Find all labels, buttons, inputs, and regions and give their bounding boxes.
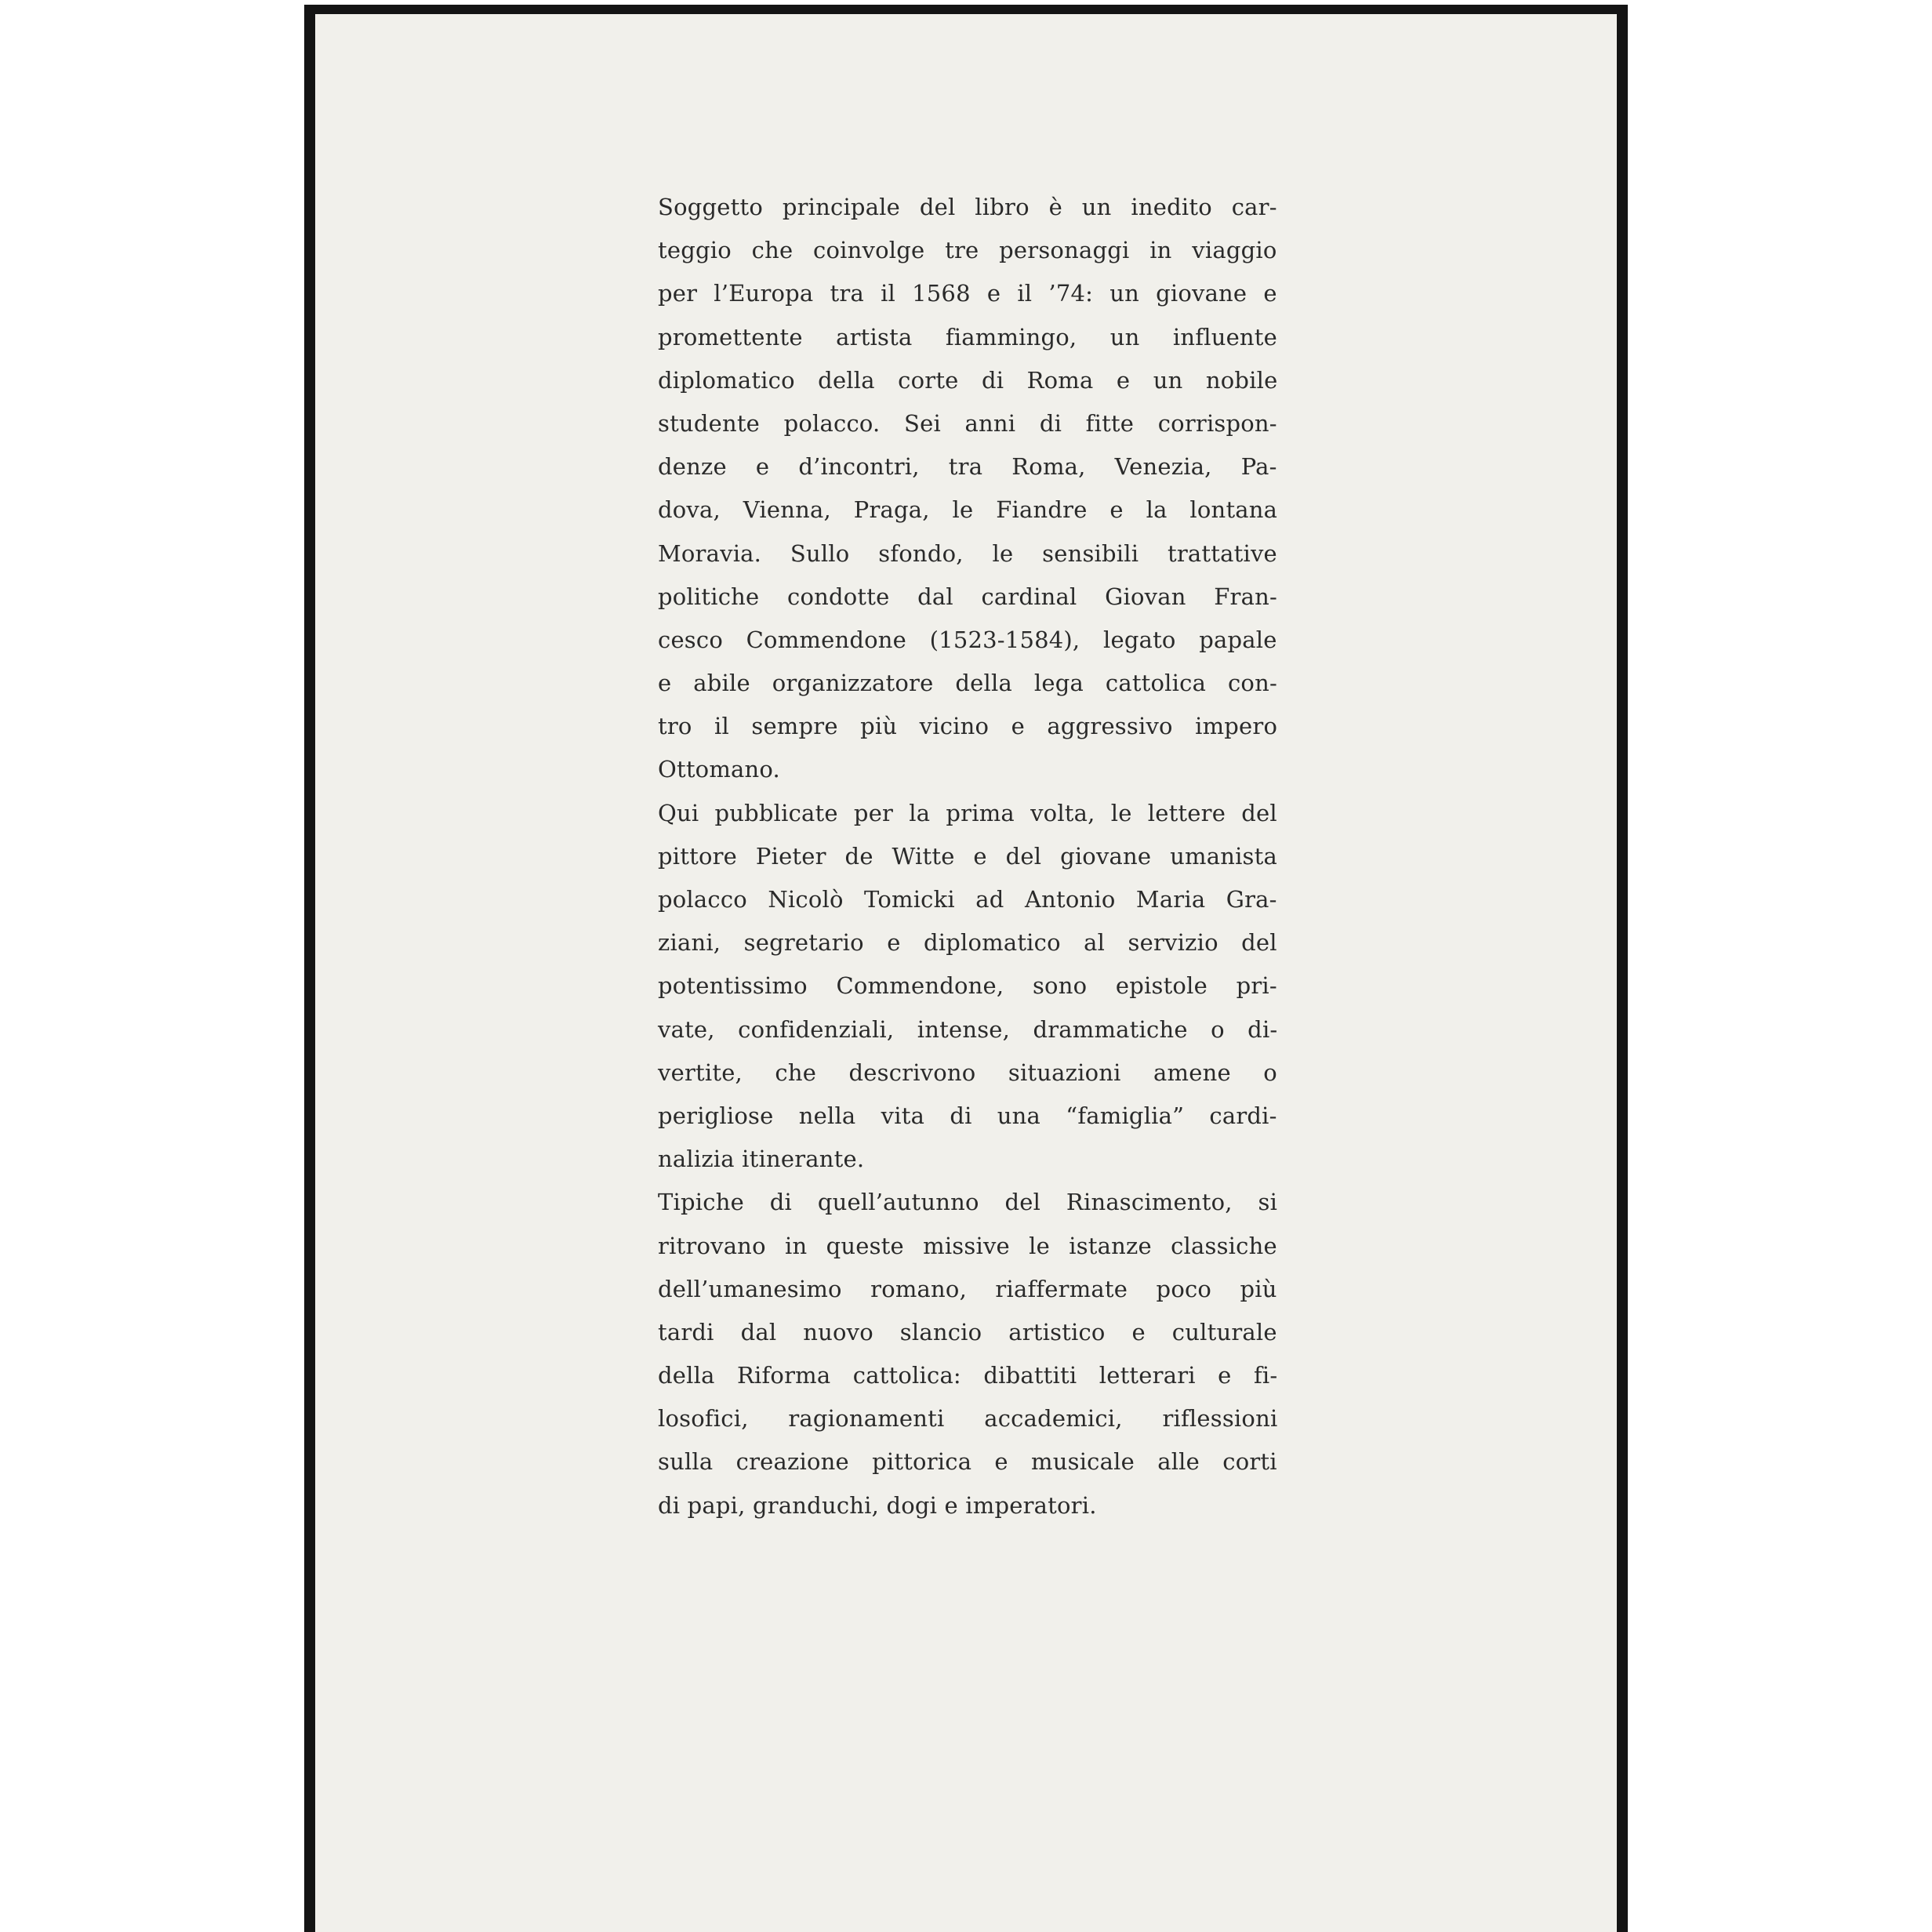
text-line: diplomatico della corte di Roma e un nobile	[658, 366, 1278, 394]
text-line: ritrovano in queste missive le istanze classiche	[658, 1232, 1277, 1259]
text-line: promettente artista fiammingo, un influente	[658, 323, 1278, 350]
text-line: pittore Pieter de Witte e del giovane umanista	[658, 842, 1277, 870]
text-line: teggio che coinvolge tre personaggi in viaggio	[658, 237, 1277, 264]
text-line: e abile organizzatore della lega cattolica con-	[658, 670, 1277, 697]
text-line: sulla creazione pittorica e musicale alle corti	[658, 1448, 1277, 1476]
text-line: politiche condotte dal cardinal Giovan Fran-	[658, 583, 1277, 610]
text-line: per l’Europa tra il 1568 e il ’74: un giovane e	[658, 280, 1277, 307]
text-line: Soggetto principale del libro è un inedito car-	[658, 194, 1277, 220]
text-line: cesco Commendone (1523-1584), legato papale	[658, 626, 1277, 653]
text-line: perigliose nella vita di una “famiglia” cardi-	[658, 1102, 1277, 1129]
back-cover-text	[658, 186, 1277, 1527]
text-line: losofici, ragionamenti accademici, riflessioni	[658, 1405, 1278, 1433]
text-line: denze e d’incontri, tra Roma, Venezia, Pa-	[658, 453, 1277, 481]
text-line: studente polacco. Sei anni di fitte corrispon-	[658, 409, 1277, 437]
text-line: tardi dal nuovo slancio artistico e culturale	[658, 1318, 1277, 1346]
text-line: Qui pubblicate per la prima volta, le lettere del	[658, 799, 1277, 826]
text-line: dell’umanesimo romano, riaffermate poco più	[658, 1275, 1277, 1302]
text-line: Ottomano.	[658, 756, 780, 783]
text-line: polacco Nicolò Tomicki ad Antonio Maria Gra-	[658, 886, 1277, 913]
text-line: di papi, granduchi, dogi e imperatori.	[658, 1491, 1097, 1519]
text-line: vate, confidenziali, intense, drammatiche o di-	[658, 1015, 1278, 1043]
text-line: Tipiche di quell’autunno del Rinascimento, si	[658, 1189, 1278, 1216]
text-line: della Riforma cattolica: dibattiti letterari e fi-	[658, 1362, 1278, 1389]
text-line: Moravia. Sullo sfondo, le sensibili trattative	[658, 539, 1277, 567]
text-line: dova, Vienna, Praga, le Fiandre e la lontana	[658, 496, 1278, 524]
text-line: tro il sempre più vicino e aggressivo impero	[658, 713, 1278, 740]
text-line: potentissimo Commendone, sono epistole pri-	[658, 972, 1277, 1000]
text-line: vertite, che descrivono situazioni amene o	[658, 1059, 1277, 1086]
text-line: ziani, segretario e diplomatico al servizio del	[658, 929, 1277, 957]
text-line: nalizia itinerante.	[658, 1146, 865, 1173]
